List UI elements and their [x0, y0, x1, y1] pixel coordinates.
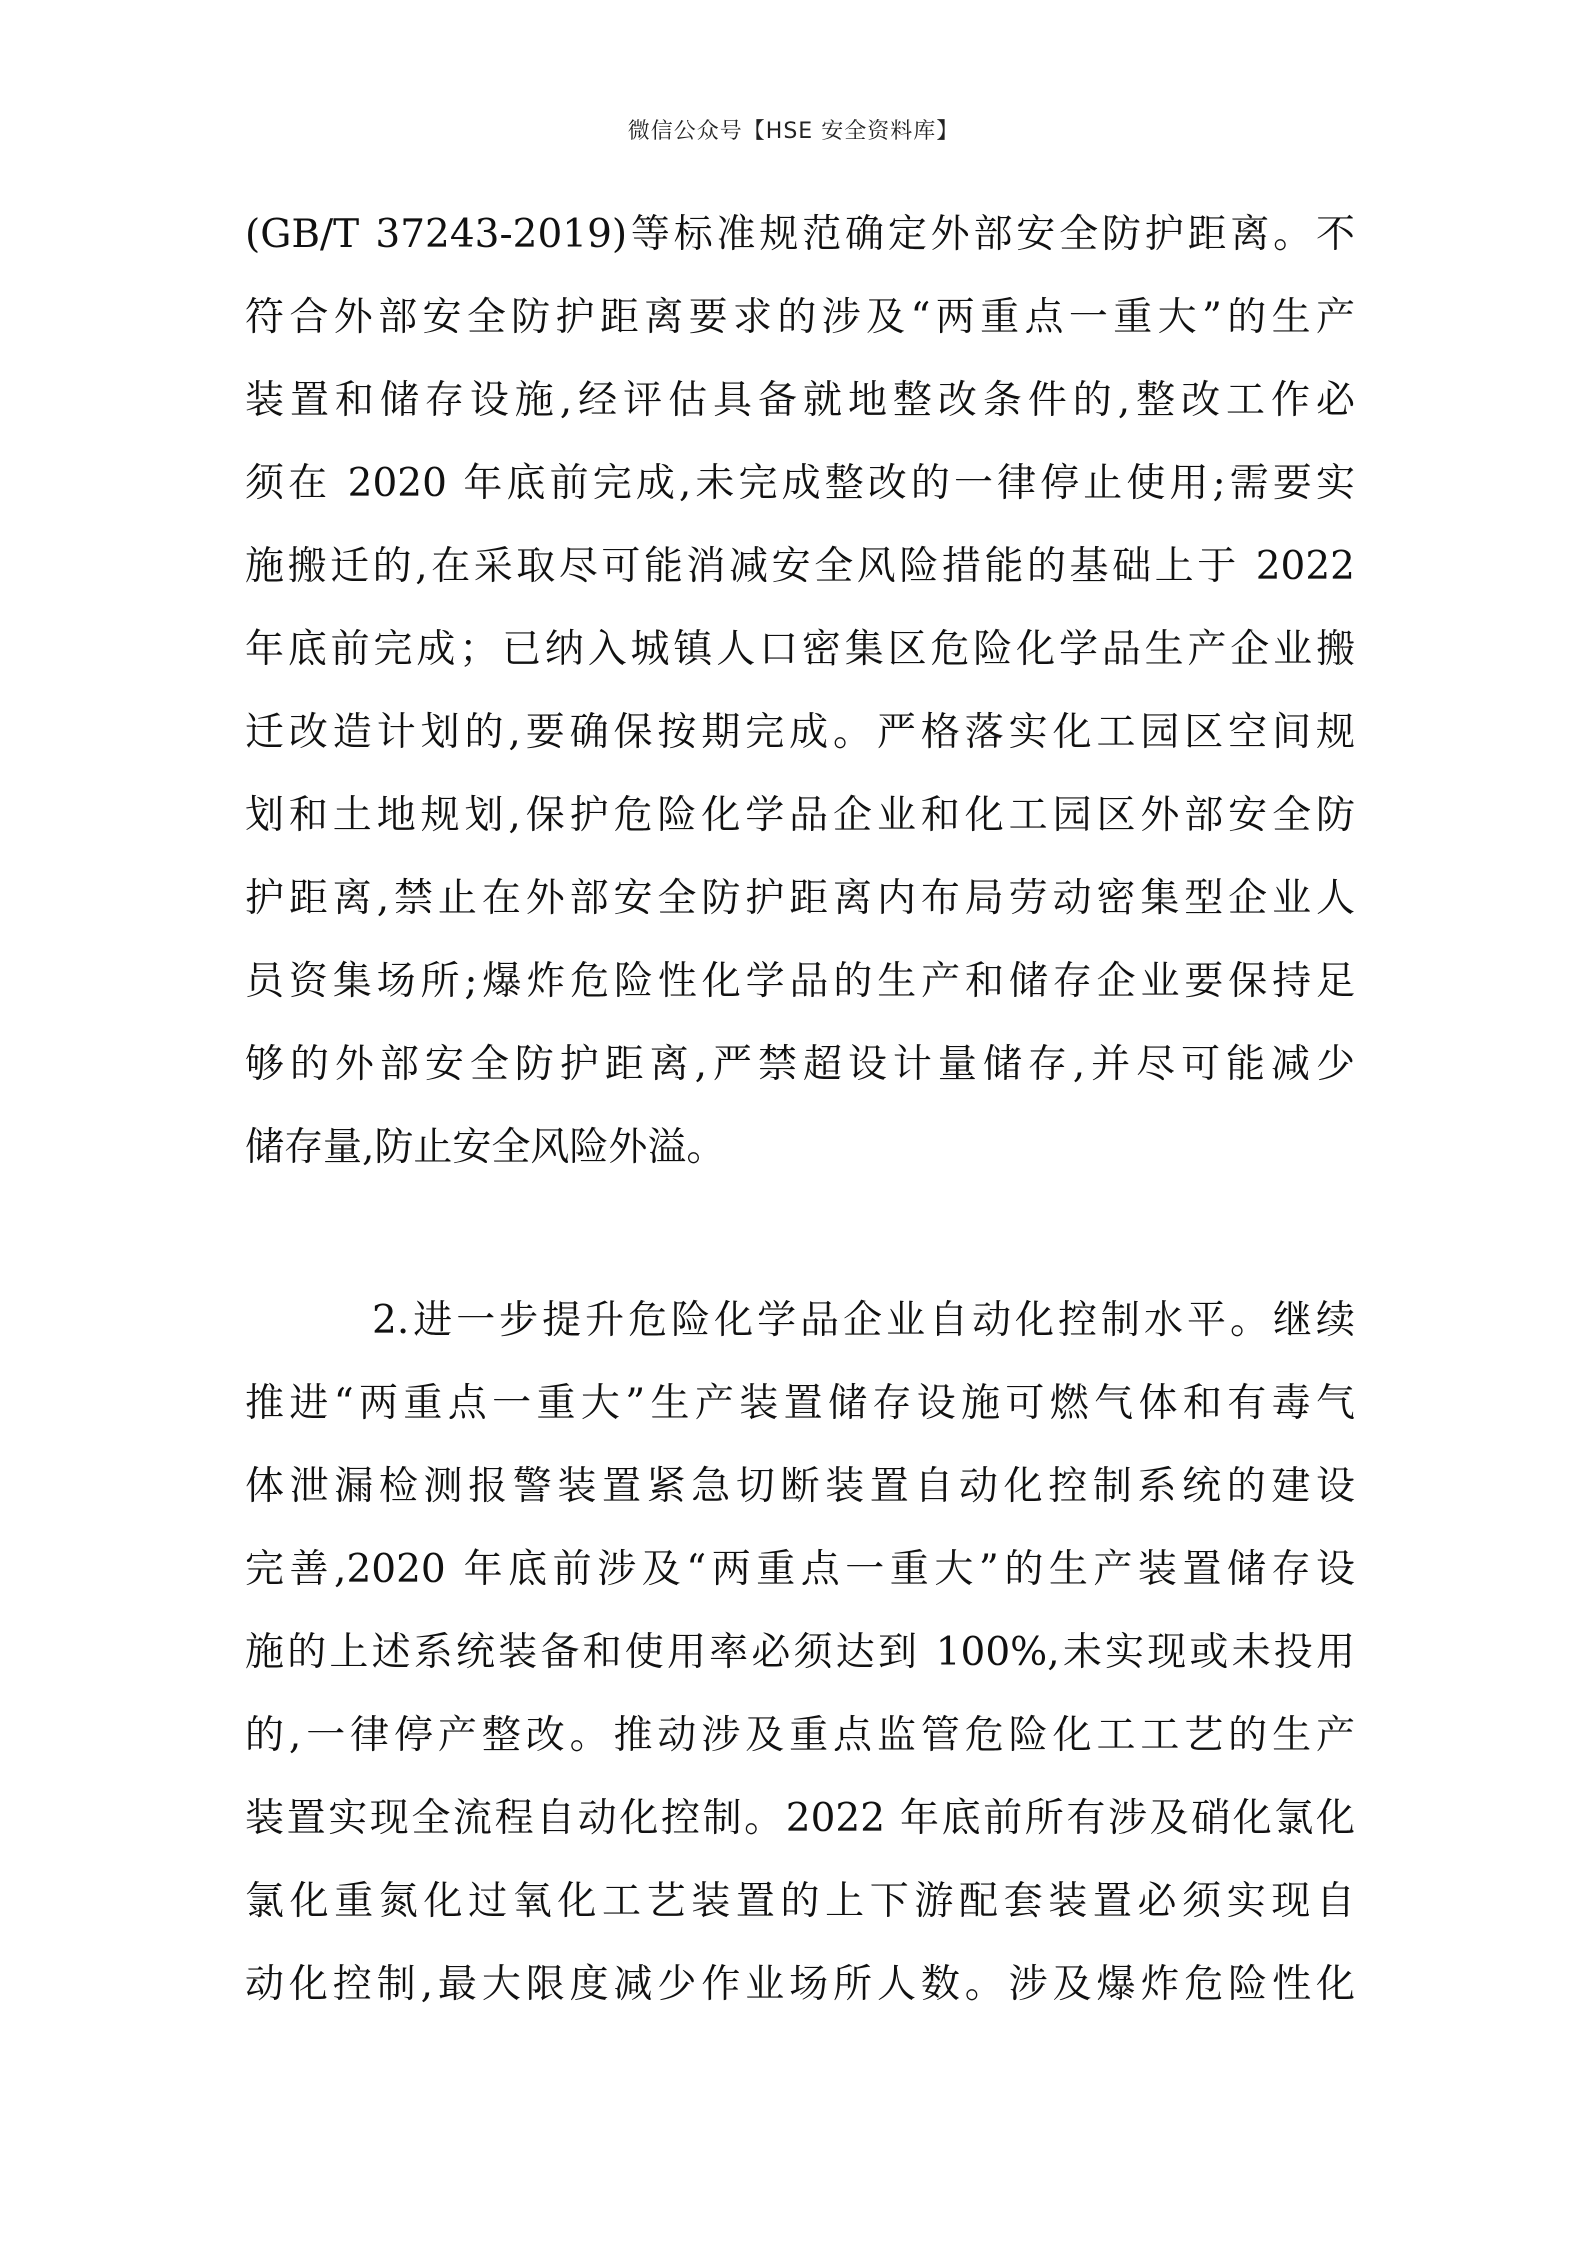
text-line: 施搬迁的,在采取尽可能消减安全风险措能的基础上于 2022: [245, 544, 1355, 589]
text-line: 年底前完成；已纳入城镇人口密集区危险化学品生产企业搬: [245, 627, 1355, 672]
text-line: 员资集场所;爆炸危险性化学品的生产和储存企业要保持足: [245, 959, 1355, 1004]
text-line: 施的上述系统装备和使用率必须达到 100%,未实现或未投用: [245, 1630, 1355, 1675]
text-line: 够的外部安全防护距离,严禁超设计量储存,并尽可能减少: [245, 1042, 1355, 1087]
text-line: 迁改造计划的,要确保按期完成。严格落实化工园区空间规: [245, 710, 1355, 755]
text-line: 装置和储存设施,经评估具备就地整改条件的,整改工作必: [245, 378, 1355, 423]
text-line: 推进“两重点一重大”生产装置储存设施可燃气体和有毒气: [245, 1381, 1355, 1426]
text-line: (GB/T 37243-2019)等标准规范确定外部安全防护距离。不: [245, 212, 1355, 257]
paragraph-2: [245, 1279, 1355, 2026]
text-line: 装置实现全流程自动化控制。2022 年底前所有涉及硝化氯化: [245, 1796, 1355, 1841]
text-line: 划和土地规划,保护危险化学品企业和化工园区外部安全防: [245, 793, 1355, 838]
text-line: 护距离,禁止在外部安全防护距离内布局劳动密集型企业人: [245, 876, 1355, 921]
text-line: 2.进一步提升危险化学品企业自动化控制水平。继续: [372, 1298, 1355, 1343]
text-line: 完善,2020 年底前涉及“两重点一重大”的生产装置储存设: [245, 1547, 1355, 1592]
text-line: 须在 2020 年底前完成,未完成整改的一律停止使用;需要实: [245, 461, 1355, 506]
text-line: 体泄漏检测报警装置紧急切断装置自动化控制系统的建设: [245, 1464, 1355, 1509]
text-line: 符合外部安全防护距离要求的涉及“两重点一重大”的生产: [245, 295, 1355, 340]
text-line: 储存量,防止安全风险外溢。: [245, 1125, 726, 1170]
text-line: 动化控制,最大限度减少作业场所人数。涉及爆炸危险性化: [245, 1962, 1355, 2007]
page-header: 微信公众号【HSE 安全资料库】: [627, 119, 960, 144]
text-line: 氯化重氮化过氧化工艺装置的上下游配套装置必须实现自: [245, 1879, 1355, 1924]
paragraph-1: [245, 193, 1355, 1189]
text-line: 的,一律停产整改。推动涉及重点监管危险化工工艺的生产: [245, 1713, 1355, 1758]
